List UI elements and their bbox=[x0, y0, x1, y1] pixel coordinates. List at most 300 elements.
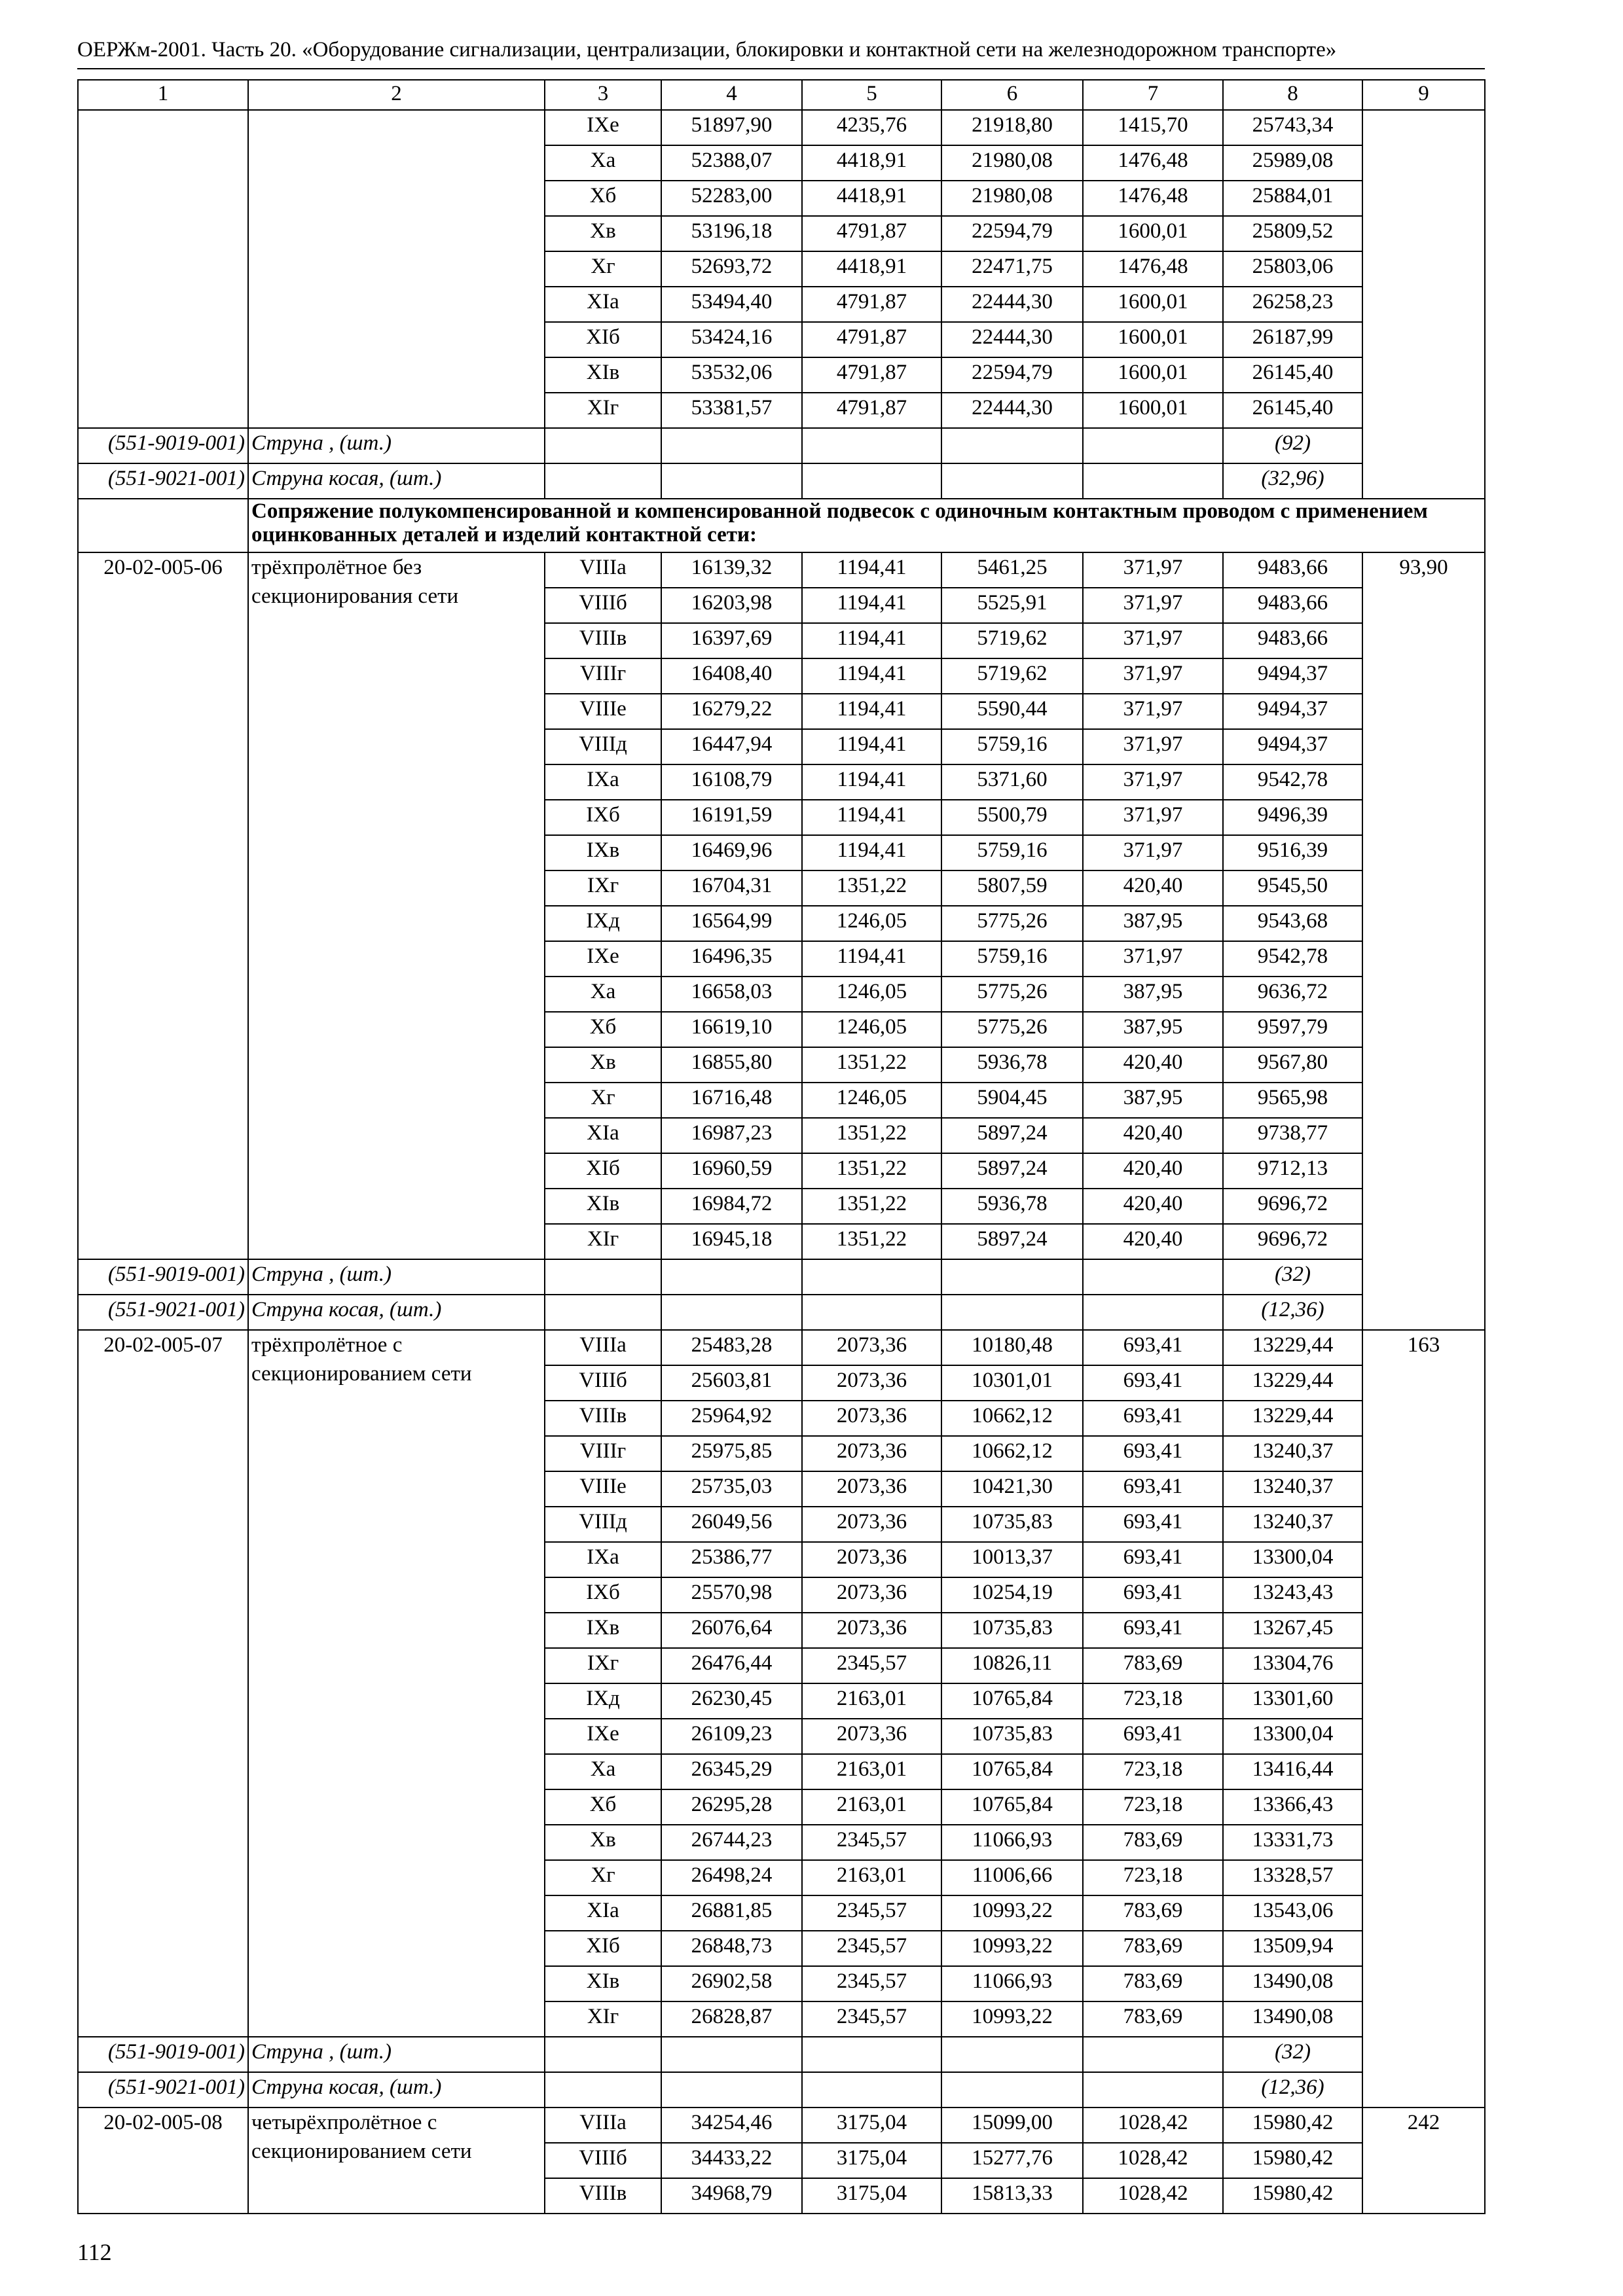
empty-cell bbox=[661, 2072, 802, 2108]
material-code: (551-9019-001) bbox=[78, 1259, 248, 1295]
value-cell: 10993,22 bbox=[941, 2001, 1083, 2037]
value-cell: 387,95 bbox=[1083, 1083, 1223, 1118]
section-title-row bbox=[78, 499, 1485, 552]
value-cell: 5897,24 bbox=[941, 1153, 1083, 1189]
column-number: 8 bbox=[1223, 80, 1362, 110]
value-cell: 1194,41 bbox=[802, 588, 941, 623]
value-cell: 5897,24 bbox=[941, 1224, 1083, 1259]
zone-cell: XIг bbox=[545, 1224, 661, 1259]
zone-cell: Xб bbox=[545, 1012, 661, 1047]
running-header: ОЕРЖм-2001. Часть 20. «Оборудование сигнализации, централизации, блокировки и контактной сети на железнодорожном транспорте» bbox=[77, 38, 1337, 62]
value-cell: 16469,96 bbox=[661, 835, 802, 870]
empty-cell bbox=[545, 2072, 661, 2108]
value-cell: 53381,57 bbox=[661, 393, 802, 428]
empty-cell bbox=[1083, 1295, 1223, 1330]
work-name: трёхпролётное с секционированием сети bbox=[248, 1330, 545, 2037]
value-cell: 16855,80 bbox=[661, 1047, 802, 1083]
value-cell: 13240,37 bbox=[1223, 1507, 1362, 1542]
zone-cell: VIIIд bbox=[545, 1507, 661, 1542]
material-value: (12,36) bbox=[1223, 2072, 1362, 2108]
column-number: 3 bbox=[545, 80, 661, 110]
value-cell: 4418,91 bbox=[802, 145, 941, 181]
value-cell: 5759,16 bbox=[941, 835, 1083, 870]
value-cell: 4418,91 bbox=[802, 251, 941, 287]
value-cell: 371,97 bbox=[1083, 694, 1223, 729]
value-cell: 26345,29 bbox=[661, 1754, 802, 1789]
value-cell: 53494,40 bbox=[661, 287, 802, 322]
value-cell: 1194,41 bbox=[802, 764, 941, 800]
value-cell: 5500,79 bbox=[941, 800, 1083, 835]
value-cell: 34254,46 bbox=[661, 2108, 802, 2143]
zone-cell: Xв bbox=[545, 216, 661, 251]
value-cell: 13243,43 bbox=[1223, 1577, 1362, 1613]
value-cell: 2163,01 bbox=[802, 1860, 941, 1895]
value-cell: 371,97 bbox=[1083, 764, 1223, 800]
value-cell: 5371,60 bbox=[941, 764, 1083, 800]
zone-cell: XIб bbox=[545, 1153, 661, 1189]
rate-code: 20-02-005-07 bbox=[78, 1330, 248, 2037]
work-name: трёхпролётное без секционирования сети bbox=[248, 552, 545, 1259]
zone-cell: IXв bbox=[545, 835, 661, 870]
value-cell: 26295,28 bbox=[661, 1789, 802, 1825]
empty-cell bbox=[941, 1295, 1083, 1330]
value-cell: 387,95 bbox=[1083, 1012, 1223, 1047]
value-cell: 420,40 bbox=[1083, 870, 1223, 906]
material-row bbox=[78, 1259, 1485, 1295]
value-cell: 11066,93 bbox=[941, 1825, 1083, 1860]
value-cell: 1476,48 bbox=[1083, 251, 1223, 287]
value-cell: 15099,00 bbox=[941, 2108, 1083, 2143]
value-cell: 10301,01 bbox=[941, 1365, 1083, 1401]
zone-cell: IXе bbox=[545, 1719, 661, 1754]
zone-cell: XIа bbox=[545, 287, 661, 322]
zone-cell: VIIIа bbox=[545, 2108, 661, 2143]
value-cell: 1194,41 bbox=[802, 623, 941, 658]
value-cell: 13267,45 bbox=[1223, 1613, 1362, 1648]
value-cell: 22594,79 bbox=[941, 216, 1083, 251]
value-cell: 420,40 bbox=[1083, 1118, 1223, 1153]
value-cell: 5719,62 bbox=[941, 658, 1083, 694]
value-cell: 25386,77 bbox=[661, 1542, 802, 1577]
value-cell: 16203,98 bbox=[661, 588, 802, 623]
value-cell: 13509,94 bbox=[1223, 1931, 1362, 1966]
empty-cell bbox=[545, 2037, 661, 2072]
value-cell: 2345,57 bbox=[802, 2001, 941, 2037]
zone-cell: IXа bbox=[545, 764, 661, 800]
value-cell: 15980,42 bbox=[1223, 2108, 1362, 2143]
value-cell: 371,97 bbox=[1083, 588, 1223, 623]
value-cell: 5461,25 bbox=[941, 552, 1083, 588]
value-cell: 25483,28 bbox=[661, 1330, 802, 1365]
value-cell: 13240,37 bbox=[1223, 1471, 1362, 1507]
value-cell: 2345,57 bbox=[802, 1931, 941, 1966]
empty-cell bbox=[941, 2072, 1083, 2108]
value-cell: 53532,06 bbox=[661, 357, 802, 393]
value-cell: 9565,98 bbox=[1223, 1083, 1362, 1118]
section-title: Сопряжение полукомпенсированной и компенсированной подвесок с одиночным контактным проводом с применением оцинкованных деталей и изделий контактной сети: bbox=[248, 499, 1485, 552]
value-cell: 723,18 bbox=[1083, 1860, 1223, 1895]
zone-cell: XIб bbox=[545, 1931, 661, 1966]
value-cell: 2345,57 bbox=[802, 1648, 941, 1683]
zone-cell: VIIIг bbox=[545, 1436, 661, 1471]
value-cell: 10993,22 bbox=[941, 1895, 1083, 1931]
value-cell: 13490,08 bbox=[1223, 2001, 1362, 2037]
value-cell: 5525,91 bbox=[941, 588, 1083, 623]
value-cell: 2073,36 bbox=[802, 1330, 941, 1365]
empty-cell bbox=[545, 1295, 661, 1330]
value-cell: 16397,69 bbox=[661, 623, 802, 658]
value-cell: 693,41 bbox=[1083, 1401, 1223, 1436]
zone-cell: IXг bbox=[545, 1648, 661, 1683]
value-cell: 1028,42 bbox=[1083, 2143, 1223, 2178]
value-cell: 9494,37 bbox=[1223, 729, 1362, 764]
zone-cell: Xв bbox=[545, 1047, 661, 1083]
material-code: (551-9019-001) bbox=[78, 2037, 248, 2072]
value-cell: 26230,45 bbox=[661, 1683, 802, 1719]
value-cell: 26902,58 bbox=[661, 1966, 802, 2001]
value-cell: 16139,32 bbox=[661, 552, 802, 588]
zone-cell: VIIIа bbox=[545, 1330, 661, 1365]
value-cell: 52693,72 bbox=[661, 251, 802, 287]
zone-cell: XIг bbox=[545, 2001, 661, 2037]
value-cell: 371,97 bbox=[1083, 658, 1223, 694]
material-name: Струна , (шт.) bbox=[248, 2037, 545, 2072]
value-cell: 2073,36 bbox=[802, 1436, 941, 1471]
value-cell: 783,69 bbox=[1083, 1895, 1223, 1931]
value-cell: 13366,43 bbox=[1223, 1789, 1362, 1825]
empty-cell bbox=[1083, 463, 1223, 499]
value-cell: 9483,66 bbox=[1223, 588, 1362, 623]
value-cell: 2073,36 bbox=[802, 1542, 941, 1577]
empty-cell bbox=[1083, 1259, 1223, 1295]
column-number: 6 bbox=[941, 80, 1083, 110]
value-cell: 693,41 bbox=[1083, 1471, 1223, 1507]
value-cell: 4791,87 bbox=[802, 357, 941, 393]
value-cell: 52283,00 bbox=[661, 181, 802, 216]
value-cell: 3175,04 bbox=[802, 2178, 941, 2214]
value-cell: 1351,22 bbox=[802, 1047, 941, 1083]
value-cell: 10254,19 bbox=[941, 1577, 1083, 1613]
value-cell: 9567,80 bbox=[1223, 1047, 1362, 1083]
value-cell: 22444,30 bbox=[941, 393, 1083, 428]
value-cell: 21918,80 bbox=[941, 110, 1083, 145]
value-cell: 4791,87 bbox=[802, 322, 941, 357]
value-cell: 16704,31 bbox=[661, 870, 802, 906]
value-cell: 2163,01 bbox=[802, 1754, 941, 1789]
material-value: (12,36) bbox=[1223, 1295, 1362, 1330]
value-cell: 1194,41 bbox=[802, 941, 941, 977]
zone-cell: XIа bbox=[545, 1895, 661, 1931]
value-cell: 2345,57 bbox=[802, 1825, 941, 1860]
value-cell: 10765,84 bbox=[941, 1683, 1083, 1719]
value-cell: 13229,44 bbox=[1223, 1330, 1362, 1365]
material-name: Струна косая, (шт.) bbox=[248, 2072, 545, 2108]
material-row bbox=[78, 428, 1485, 463]
value-cell: 26881,85 bbox=[661, 1895, 802, 1931]
value-cell: 783,69 bbox=[1083, 1825, 1223, 1860]
value-cell: 26187,99 bbox=[1223, 322, 1362, 357]
empty-cell bbox=[941, 1259, 1083, 1295]
value-cell: 22444,30 bbox=[941, 287, 1083, 322]
value-cell: 4791,87 bbox=[802, 216, 941, 251]
col9-value: 242 bbox=[1362, 2108, 1485, 2214]
value-cell: 13300,04 bbox=[1223, 1542, 1362, 1577]
value-cell: 10826,11 bbox=[941, 1648, 1083, 1683]
empty-cell bbox=[661, 2037, 802, 2072]
empty-cell bbox=[802, 428, 941, 463]
zone-cell: Xа bbox=[545, 1754, 661, 1789]
value-cell: 26109,23 bbox=[661, 1719, 802, 1754]
value-cell: 10735,83 bbox=[941, 1719, 1083, 1754]
empty-cell bbox=[802, 463, 941, 499]
value-cell: 52388,07 bbox=[661, 145, 802, 181]
value-cell: 1028,42 bbox=[1083, 2178, 1223, 2214]
value-cell: 1246,05 bbox=[802, 977, 941, 1012]
value-cell: 9542,78 bbox=[1223, 941, 1362, 977]
zone-cell: Xа bbox=[545, 977, 661, 1012]
value-cell: 11006,66 bbox=[941, 1860, 1083, 1895]
value-cell: 5775,26 bbox=[941, 1012, 1083, 1047]
zone-cell: VIIIв bbox=[545, 623, 661, 658]
value-cell: 13229,44 bbox=[1223, 1401, 1362, 1436]
value-cell: 420,40 bbox=[1083, 1047, 1223, 1083]
zone-cell: Xг bbox=[545, 251, 661, 287]
zone-cell: IXв bbox=[545, 1613, 661, 1648]
zone-cell: XIв bbox=[545, 1189, 661, 1224]
column-number: 9 bbox=[1362, 80, 1485, 110]
value-cell: 53196,18 bbox=[661, 216, 802, 251]
material-value: (32) bbox=[1223, 2037, 1362, 2072]
value-cell: 13331,73 bbox=[1223, 1825, 1362, 1860]
value-cell: 1351,22 bbox=[802, 870, 941, 906]
value-cell: 16960,59 bbox=[661, 1153, 802, 1189]
work-name: четырёхпролётное с секционированием сети bbox=[248, 2108, 545, 2214]
value-cell: 1194,41 bbox=[802, 800, 941, 835]
value-cell: 783,69 bbox=[1083, 1931, 1223, 1966]
value-cell: 13300,04 bbox=[1223, 1719, 1362, 1754]
material-row bbox=[78, 463, 1485, 499]
empty-cell bbox=[1083, 2072, 1223, 2108]
value-cell: 16619,10 bbox=[661, 1012, 802, 1047]
column-number: 7 bbox=[1083, 80, 1223, 110]
value-cell: 783,69 bbox=[1083, 1648, 1223, 1683]
value-cell: 16279,22 bbox=[661, 694, 802, 729]
value-cell: 15980,42 bbox=[1223, 2178, 1362, 2214]
material-row bbox=[78, 1295, 1485, 1330]
value-cell: 2073,36 bbox=[802, 1613, 941, 1648]
value-cell: 4791,87 bbox=[802, 287, 941, 322]
empty-cell bbox=[802, 2037, 941, 2072]
material-value: (32) bbox=[1223, 1259, 1362, 1295]
value-cell: 16945,18 bbox=[661, 1224, 802, 1259]
value-cell: 26476,44 bbox=[661, 1648, 802, 1683]
value-cell: 9543,68 bbox=[1223, 906, 1362, 941]
value-cell: 1351,22 bbox=[802, 1153, 941, 1189]
empty-cell bbox=[802, 1295, 941, 1330]
zone-cell: Xб bbox=[545, 1789, 661, 1825]
value-cell: 25570,98 bbox=[661, 1577, 802, 1613]
value-cell: 51897,90 bbox=[661, 110, 802, 145]
value-cell: 693,41 bbox=[1083, 1577, 1223, 1613]
zone-cell: XIв bbox=[545, 1966, 661, 2001]
value-cell: 34968,79 bbox=[661, 2178, 802, 2214]
value-cell: 22471,75 bbox=[941, 251, 1083, 287]
value-cell: 25884,01 bbox=[1223, 181, 1362, 216]
value-cell: 371,97 bbox=[1083, 941, 1223, 977]
value-cell: 13301,60 bbox=[1223, 1683, 1362, 1719]
rate-code bbox=[78, 110, 248, 428]
value-cell: 2345,57 bbox=[802, 1966, 941, 2001]
value-cell: 26076,64 bbox=[661, 1613, 802, 1648]
zone-cell: XIв bbox=[545, 357, 661, 393]
value-cell: 4235,76 bbox=[802, 110, 941, 145]
zone-cell: VIIIд bbox=[545, 729, 661, 764]
value-cell: 26145,40 bbox=[1223, 393, 1362, 428]
material-row bbox=[78, 2072, 1485, 2108]
value-cell: 4791,87 bbox=[802, 393, 941, 428]
value-cell: 10180,48 bbox=[941, 1330, 1083, 1365]
value-cell: 5807,59 bbox=[941, 870, 1083, 906]
column-number: 5 bbox=[802, 80, 941, 110]
empty-cell bbox=[941, 463, 1083, 499]
empty-cell bbox=[1083, 428, 1223, 463]
value-cell: 13240,37 bbox=[1223, 1436, 1362, 1471]
value-cell: 5759,16 bbox=[941, 729, 1083, 764]
value-cell: 5936,78 bbox=[941, 1047, 1083, 1083]
zone-cell: XIб bbox=[545, 322, 661, 357]
value-cell: 1246,05 bbox=[802, 1083, 941, 1118]
value-cell: 9696,72 bbox=[1223, 1189, 1362, 1224]
zone-cell: Xб bbox=[545, 181, 661, 216]
value-cell: 693,41 bbox=[1083, 1542, 1223, 1577]
value-cell: 9545,50 bbox=[1223, 870, 1362, 906]
value-cell: 9597,79 bbox=[1223, 1012, 1362, 1047]
value-cell: 10765,84 bbox=[941, 1754, 1083, 1789]
zone-cell: IXе bbox=[545, 110, 661, 145]
value-cell: 16108,79 bbox=[661, 764, 802, 800]
value-cell: 5590,44 bbox=[941, 694, 1083, 729]
section-spacer-cell bbox=[78, 499, 248, 552]
value-cell: 1194,41 bbox=[802, 658, 941, 694]
zone-cell: IXб bbox=[545, 1577, 661, 1613]
value-cell: 5759,16 bbox=[941, 941, 1083, 977]
value-cell: 1600,01 bbox=[1083, 216, 1223, 251]
value-cell: 783,69 bbox=[1083, 2001, 1223, 2037]
value-cell: 5936,78 bbox=[941, 1189, 1083, 1224]
value-cell: 9696,72 bbox=[1223, 1224, 1362, 1259]
value-cell: 25989,08 bbox=[1223, 145, 1362, 181]
empty-cell bbox=[661, 1295, 802, 1330]
value-cell: 2073,36 bbox=[802, 1577, 941, 1613]
value-cell: 420,40 bbox=[1083, 1153, 1223, 1189]
value-cell: 10765,84 bbox=[941, 1789, 1083, 1825]
value-cell: 693,41 bbox=[1083, 1507, 1223, 1542]
zone-cell: IXд bbox=[545, 906, 661, 941]
value-cell: 783,69 bbox=[1083, 1966, 1223, 2001]
value-cell: 371,97 bbox=[1083, 552, 1223, 588]
value-cell: 2163,01 bbox=[802, 1683, 941, 1719]
value-cell: 2073,36 bbox=[802, 1471, 941, 1507]
value-cell: 25803,06 bbox=[1223, 251, 1362, 287]
value-cell: 723,18 bbox=[1083, 1683, 1223, 1719]
zone-cell: Xв bbox=[545, 1825, 661, 1860]
value-cell: 16716,48 bbox=[661, 1083, 802, 1118]
page-number: 112 bbox=[77, 2239, 112, 2265]
material-row bbox=[78, 2037, 1485, 2072]
table-row bbox=[78, 2108, 1485, 2143]
value-cell: 1600,01 bbox=[1083, 322, 1223, 357]
value-cell: 21980,08 bbox=[941, 181, 1083, 216]
table-row bbox=[78, 1330, 1485, 1365]
value-cell: 34433,22 bbox=[661, 2143, 802, 2178]
value-cell: 723,18 bbox=[1083, 1789, 1223, 1825]
material-code: (551-9021-001) bbox=[78, 463, 248, 499]
value-cell: 9483,66 bbox=[1223, 552, 1362, 588]
value-cell: 2073,36 bbox=[802, 1401, 941, 1436]
value-cell: 13490,08 bbox=[1223, 1966, 1362, 2001]
value-cell: 420,40 bbox=[1083, 1224, 1223, 1259]
empty-cell bbox=[802, 2072, 941, 2108]
value-cell: 1028,42 bbox=[1083, 2108, 1223, 2143]
empty-cell bbox=[941, 2037, 1083, 2072]
value-cell: 25603,81 bbox=[661, 1365, 802, 1401]
value-cell: 3175,04 bbox=[802, 2143, 941, 2178]
value-cell: 13229,44 bbox=[1223, 1365, 1362, 1401]
value-cell: 13543,06 bbox=[1223, 1895, 1362, 1931]
zone-cell: VIIIб bbox=[545, 588, 661, 623]
zone-cell: VIIIб bbox=[545, 1365, 661, 1401]
empty-cell bbox=[1083, 2037, 1223, 2072]
work-name bbox=[248, 110, 545, 428]
zone-cell: XIа bbox=[545, 1118, 661, 1153]
value-cell: 26498,24 bbox=[661, 1860, 802, 1895]
rate-code: 20-02-005-08 bbox=[78, 2108, 248, 2214]
empty-cell bbox=[545, 463, 661, 499]
zone-cell: IXд bbox=[545, 1683, 661, 1719]
value-cell: 1194,41 bbox=[802, 729, 941, 764]
material-name: Струна , (шт.) bbox=[248, 1259, 545, 1295]
value-cell: 5904,45 bbox=[941, 1083, 1083, 1118]
value-cell: 11066,93 bbox=[941, 1966, 1083, 2001]
value-cell: 16191,59 bbox=[661, 800, 802, 835]
col9-value: 163 bbox=[1362, 1330, 1485, 2108]
value-cell: 10421,30 bbox=[941, 1471, 1083, 1507]
value-cell: 4418,91 bbox=[802, 181, 941, 216]
value-cell: 22594,79 bbox=[941, 357, 1083, 393]
material-value: (92) bbox=[1223, 428, 1362, 463]
value-cell: 16408,40 bbox=[661, 658, 802, 694]
value-cell: 693,41 bbox=[1083, 1365, 1223, 1401]
value-cell: 1246,05 bbox=[802, 1012, 941, 1047]
value-cell: 5775,26 bbox=[941, 977, 1083, 1012]
value-cell: 693,41 bbox=[1083, 1719, 1223, 1754]
value-cell: 371,97 bbox=[1083, 835, 1223, 870]
value-cell: 371,97 bbox=[1083, 800, 1223, 835]
value-cell: 9483,66 bbox=[1223, 623, 1362, 658]
zone-cell: Xг bbox=[545, 1860, 661, 1895]
value-cell: 1351,22 bbox=[802, 1224, 941, 1259]
value-cell: 26828,87 bbox=[661, 2001, 802, 2037]
value-cell: 26848,73 bbox=[661, 1931, 802, 1966]
value-cell: 26049,56 bbox=[661, 1507, 802, 1542]
value-cell: 16984,72 bbox=[661, 1189, 802, 1224]
value-cell: 10993,22 bbox=[941, 1931, 1083, 1966]
zone-cell: VIIIе bbox=[545, 694, 661, 729]
empty-cell bbox=[545, 428, 661, 463]
empty-cell bbox=[941, 428, 1083, 463]
value-cell: 1194,41 bbox=[802, 694, 941, 729]
value-cell: 371,97 bbox=[1083, 729, 1223, 764]
